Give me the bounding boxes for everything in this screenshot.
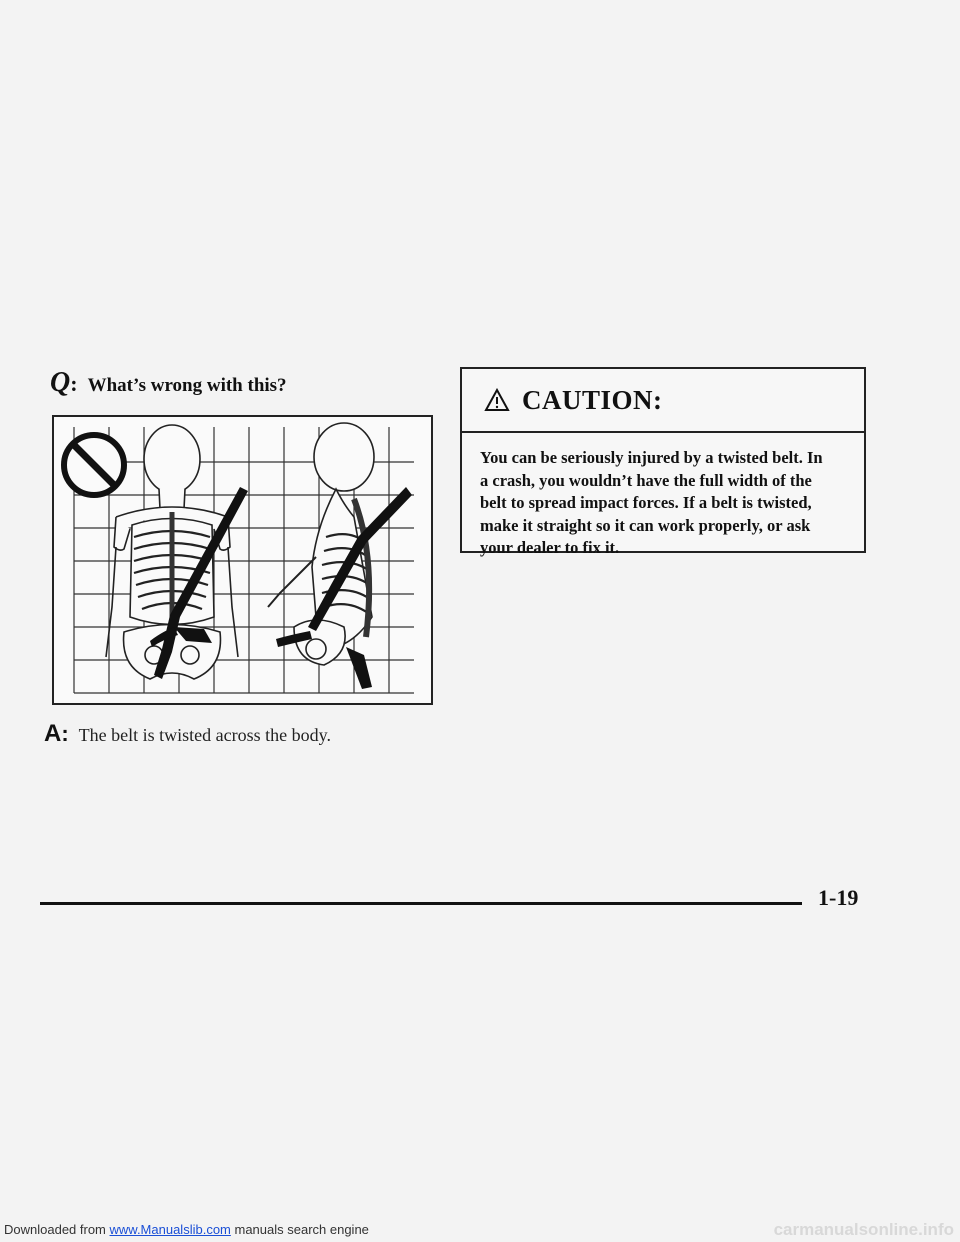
answer-row (44, 720, 331, 748)
twisted-belt-illustration (52, 415, 433, 705)
prohibited-icon (64, 435, 124, 495)
caution-line: a crash, you wouldn’t have the full width of the (480, 470, 812, 490)
footer-suffix: manuals search engine (230, 1222, 369, 1237)
warning-triangle-icon (484, 388, 510, 412)
caution-title: CAUTION: (522, 384, 663, 415)
watermark: carmanualsonline.info (773, 1220, 954, 1239)
caution-box (460, 367, 866, 557)
caution-header (462, 369, 864, 433)
caution-line: make it straight so it can work properly, or ask (480, 515, 811, 535)
answer-colon: : (61, 721, 69, 746)
caution-line: your dealer to fix it. (480, 538, 620, 557)
manualslib-link[interactable]: www.Manualslib.com (109, 1222, 231, 1237)
question-letter: Q (50, 367, 71, 398)
page-number: 1-19 (818, 885, 859, 910)
question-colon: : (70, 371, 78, 396)
answer-text: The belt is twisted across the body. (78, 725, 331, 745)
caution-text (462, 433, 864, 560)
caution-line: You can be seriously injured by a twisted belt. In (480, 448, 823, 467)
download-footer (4, 1222, 369, 1237)
question-row (50, 367, 287, 407)
answer-letter: A (44, 720, 62, 747)
caution-line: belt to spread impact forces. If a belt is twisted, (480, 493, 812, 512)
footer-prefix: Downloaded from (4, 1222, 110, 1237)
question-text: What’s wrong with this? (87, 375, 287, 396)
page-rule (40, 902, 802, 905)
